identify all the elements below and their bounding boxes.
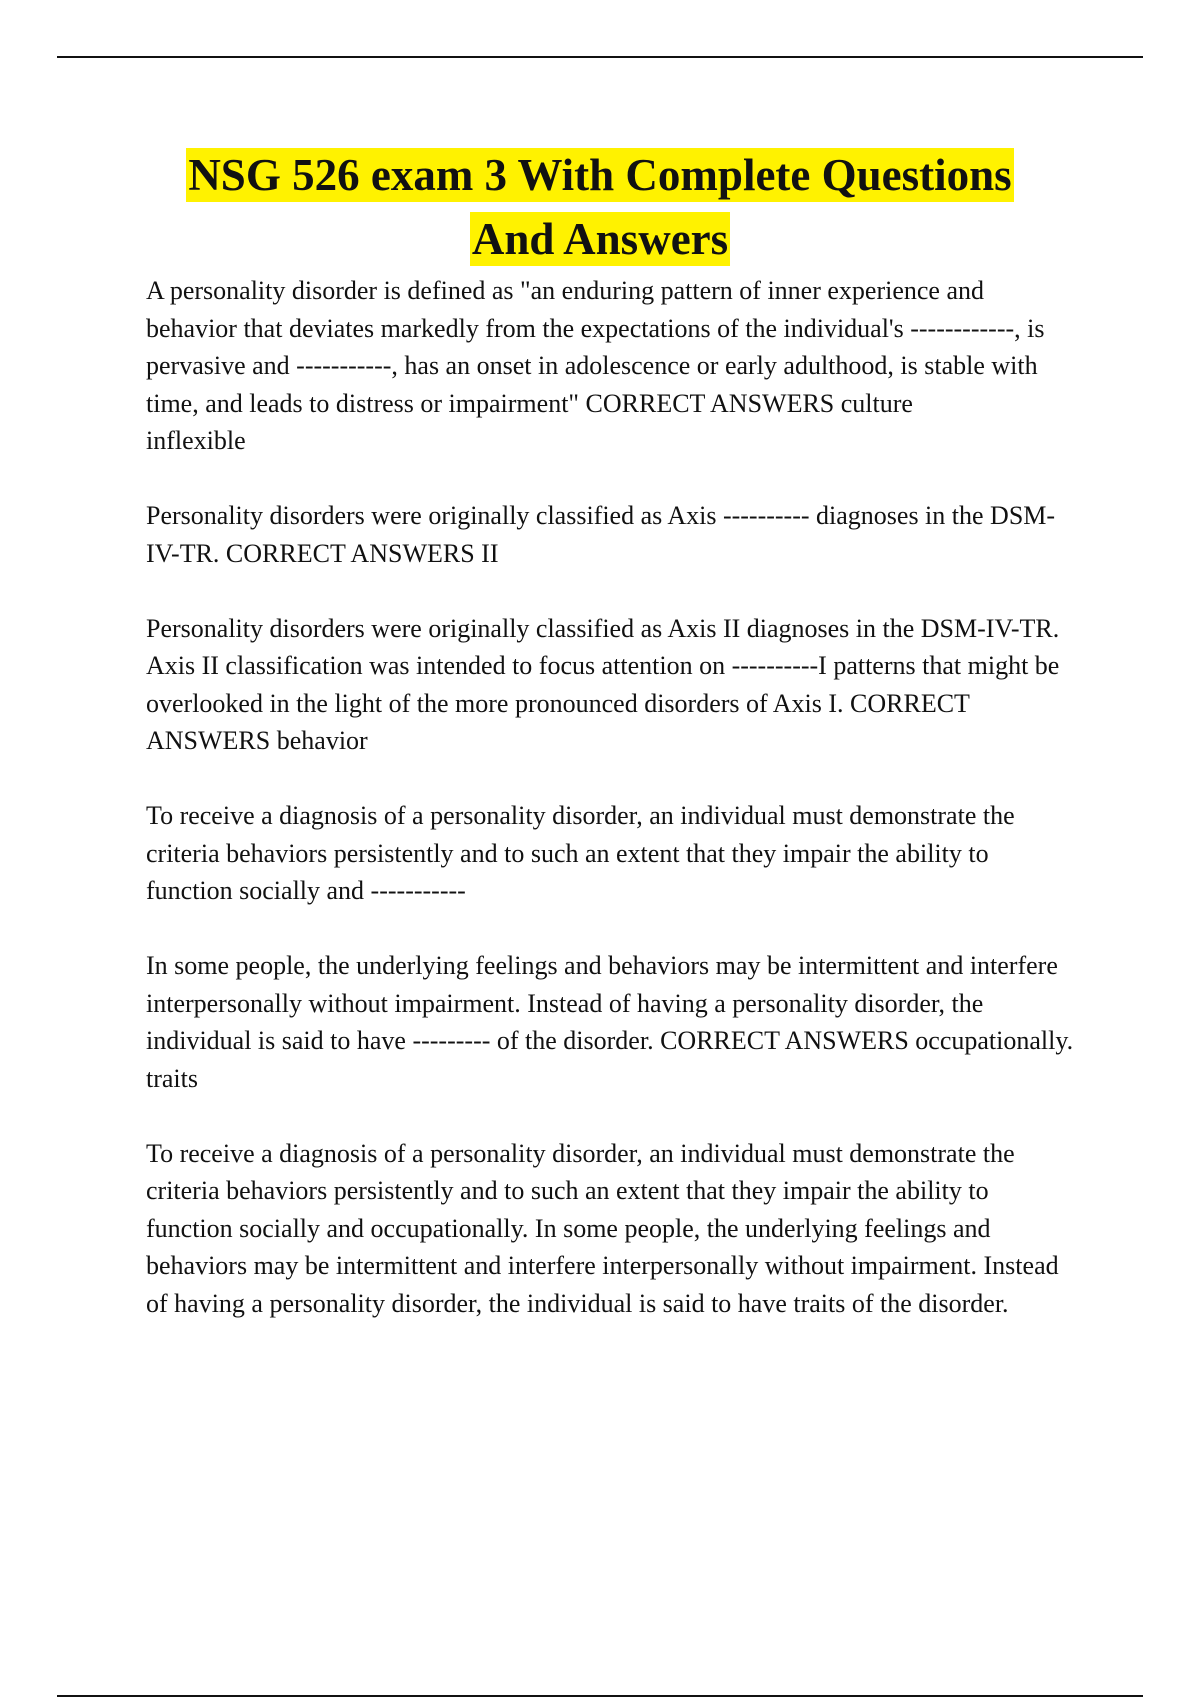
top-rule <box>57 56 1143 58</box>
document-body <box>146 272 1081 1322</box>
title-line-1: NSG 526 exam 3 With Complete Questions <box>188 150 1012 200</box>
bottom-rule <box>57 1695 1143 1697</box>
title-line-2: And Answers <box>471 214 729 264</box>
qa-block-6: To receive a diagnosis of a personality disorder, an individual must demonstrate the criteria behaviors persistently and to such an extent that they impair the ability to function socially and occupationally. In some people, the underlying feelings and behaviors may be intermittent and interfere interpersonally without impairment. Instead of having a personality disorder, the individual is said to have traits of the disorder. <box>146 1138 1066 1318</box>
document-title <box>57 143 1143 271</box>
qa-block-1: A personality disorder is defined as "an enduring pattern of inner experience and behavior that deviates markedly from the expectations of the individual's ------------, is pervasive and -----------, has an onset in adolescence or early adulthood, is stable with time, and leads to distress or impairment" CORRECT ANSWERS culture inflexible <box>146 276 1045 455</box>
qa-block-2: Personality disorders were originally classified as Axis ---------- diagnoses in the DSM-IV-TR. CORRECT ANSWERS II <box>146 501 1056 568</box>
qa-block-4: To receive a diagnosis of a personality disorder, an individual must demonstrate the criteria behaviors persistently and to such an extent that they impair the ability to function socially and ----------- <box>146 801 1022 905</box>
qa-block-5: In some people, the underlying feelings and behaviors may be intermittent and interfere interpersonally without impairment. Instead of having a personality disorder, the individual is said to have --------- of the disorder. CORRECT ANSWERS occupationally. traits <box>146 951 1074 1093</box>
qa-block-3: Personality disorders were originally classified as Axis II diagnoses in the DSM-IV-TR. Axis II classification was intended to focus attention on ----------I patterns that might be overlooked in the light of the more pronounced disorders of Axis I. CORRECT ANSWERS behavior <box>146 613 1066 755</box>
